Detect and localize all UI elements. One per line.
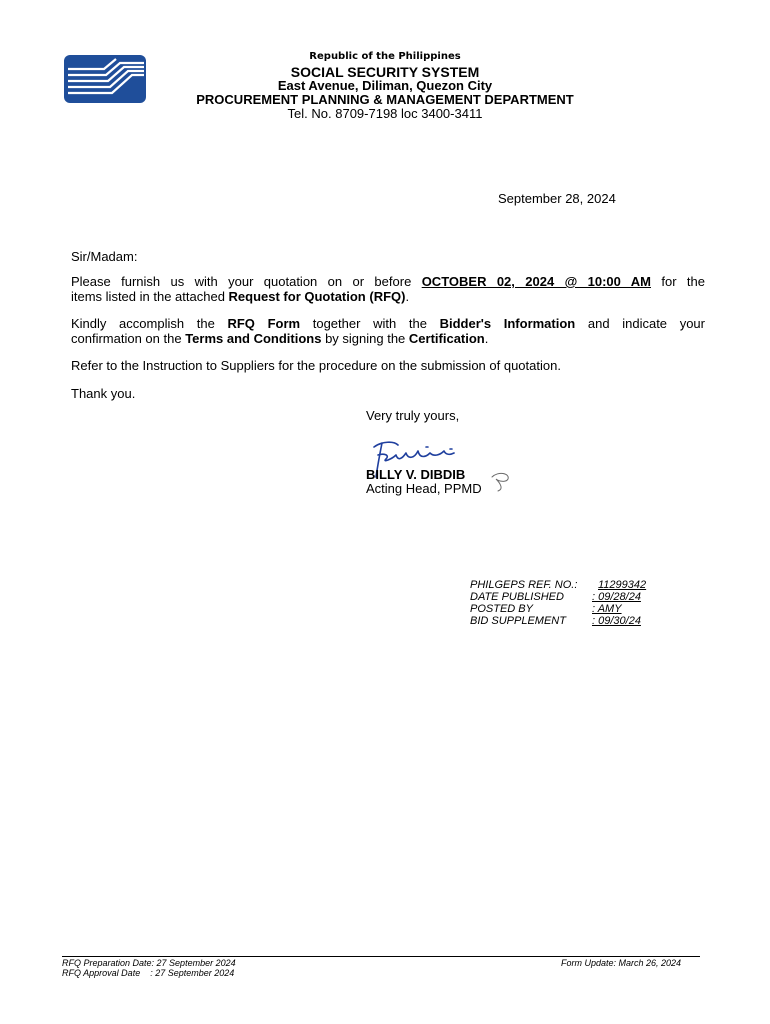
signatory-name: BILLY V. DIBDIB bbox=[366, 467, 466, 482]
posted-by-label: POSTED BY bbox=[470, 603, 533, 615]
philgeps-ref-label: PHILGEPS REF. NO.: bbox=[470, 579, 578, 591]
form-update-date: Form Update: March 26, 2024 bbox=[561, 958, 682, 968]
telephone-line: Tel. No. 8709-7198 loc 3400-3411 bbox=[287, 106, 483, 121]
para1-text: Please furnish us with your quotation on or before bbox=[71, 274, 422, 289]
paragraph-2-line-1 bbox=[71, 316, 705, 331]
footer-divider bbox=[62, 956, 700, 957]
para2-mid: together with the bbox=[300, 316, 440, 331]
letter-date: September 28, 2024 bbox=[498, 191, 616, 206]
para2-line2-end: . bbox=[484, 331, 489, 346]
rfq-reference: Request for Quotation (RFQ) bbox=[228, 289, 406, 304]
salutation: Sir/Madam: bbox=[71, 249, 138, 264]
rfq-preparation-date: RFQ Preparation Date: 27 September 2024 bbox=[62, 958, 236, 968]
agency-address: East Avenue, Diliman, Quezon City bbox=[277, 78, 493, 93]
paragraph-1-line-2 bbox=[71, 289, 409, 304]
paragraph-2-line-2 bbox=[71, 331, 488, 346]
thank-you: Thank you. bbox=[71, 386, 136, 401]
rfq-form-ref: RFQ Form bbox=[227, 316, 301, 331]
closing: Very truly yours, bbox=[366, 408, 460, 423]
para1-line2-end: . bbox=[405, 289, 410, 304]
terms-conditions-ref: Terms and Conditions bbox=[185, 331, 322, 346]
bid-supplement-value: : 09/30/24 bbox=[592, 615, 641, 627]
rfq-approval-date: RFQ Approval Date : 27 September 2024 bbox=[62, 968, 235, 978]
department-name: PROCUREMENT PLANNING & MANAGEMENT DEPARTMENT bbox=[196, 92, 574, 107]
posted-by-value: : AMY bbox=[592, 603, 622, 615]
certification-ref: Certification bbox=[408, 331, 485, 346]
para1-line2-text: items listed in the attached bbox=[71, 289, 229, 304]
quotation-deadline: OCTOBER 02, 2024 @ 10:00 AM bbox=[421, 274, 651, 289]
republic-line: Republic of the Philippines bbox=[309, 51, 461, 62]
paragraph-3: Refer to the Instruction to Suppliers for the procedure on the submission of quotation. bbox=[71, 358, 561, 373]
philgeps-ref-value: 11299342 bbox=[598, 579, 647, 591]
para1-text-post: for the bbox=[651, 274, 705, 289]
agency-name: SOCIAL SECURITY SYSTEM bbox=[290, 64, 480, 80]
para2-text: Kindly accomplish the bbox=[71, 316, 228, 331]
bidders-information-ref: Bidder's Information bbox=[439, 316, 576, 331]
date-published-value: : 09/28/24 bbox=[592, 591, 641, 603]
bid-supplement-label: BID SUPPLEMENT bbox=[470, 615, 566, 627]
para2-line2-mid: by signing the bbox=[321, 331, 409, 346]
para2-line2-text: confirmation on the bbox=[71, 331, 186, 346]
signatory-title: Acting Head, PPMD bbox=[366, 481, 482, 496]
paragraph-1-line-1 bbox=[71, 274, 705, 289]
date-published-label: DATE PUBLISHED bbox=[470, 591, 564, 603]
para2-post: and indicate your bbox=[575, 316, 705, 331]
